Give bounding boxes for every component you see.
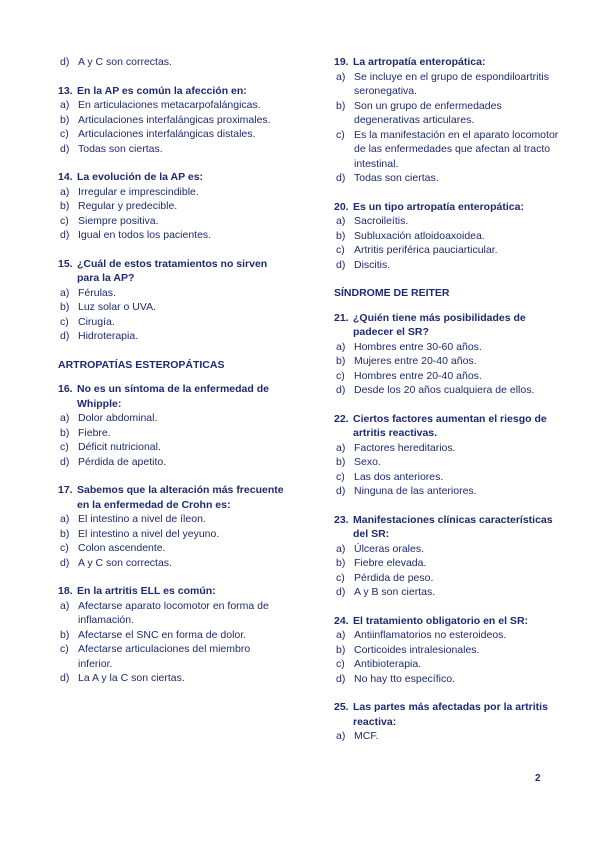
option-text: Todas son ciertas. — [78, 142, 163, 155]
option-letter: b) — [60, 527, 70, 540]
answer-option — [334, 643, 562, 658]
question-text: No es un síntoma de la enfermedad de Whipple: — [77, 383, 269, 410]
question-text: En la artritis ELL es común: — [77, 585, 216, 597]
option-letter: c) — [60, 643, 69, 655]
option-text: Siempre positiva. — [78, 214, 159, 227]
option-text: Luz solar o UVA. — [78, 301, 157, 313]
question-heading — [58, 382, 286, 411]
answer-option — [58, 199, 286, 214]
answer-option — [334, 441, 562, 456]
question-block — [334, 55, 562, 186]
option-letter: b) — [60, 426, 70, 439]
option-letter: a) — [60, 286, 70, 299]
answer-option — [334, 484, 562, 499]
option-letter: a) — [60, 412, 70, 424]
answer-option — [334, 556, 562, 571]
answer-option — [58, 455, 286, 470]
option-letter: d) — [60, 142, 70, 155]
answer-option — [334, 128, 562, 172]
question-block — [58, 483, 286, 570]
question-number: 18. — [58, 585, 73, 597]
answer-option — [334, 383, 562, 398]
option-text: Factores hereditarios. — [354, 441, 456, 454]
question-heading — [334, 513, 562, 542]
option-letter: c) — [336, 369, 345, 382]
answer-option — [58, 599, 286, 628]
question-block — [58, 84, 286, 157]
answer-option — [334, 657, 562, 672]
question-block — [334, 700, 562, 744]
option-text: Afectarse el SNC en forma de dolor. — [78, 628, 247, 641]
question-heading — [58, 170, 286, 185]
option-letter: b) — [60, 113, 70, 126]
option-letter: d) — [60, 229, 70, 241]
option-text: La A y la C son ciertas. — [78, 672, 185, 684]
question-heading — [334, 614, 562, 629]
answer-option — [58, 512, 286, 527]
question-text: En la AP es común la afección en: — [77, 84, 247, 97]
option-text: El intestino a nivel de íleon. — [78, 513, 206, 525]
option-text: Antibioterapia. — [354, 658, 422, 670]
option-letter: c) — [60, 542, 69, 554]
option-letter: c) — [60, 441, 69, 453]
option-text: Cirugía. — [78, 315, 115, 328]
option-text: Ninguna de las anteriores. — [354, 485, 477, 497]
answer-option — [58, 185, 286, 200]
option-letter: b) — [336, 456, 346, 468]
option-letter: b) — [60, 200, 70, 212]
option-text: Desde los 20 años cualquiera de ellos. — [354, 384, 535, 396]
question-text: El tratamiento obligatorio en el SR: — [353, 614, 529, 627]
option-letter: a) — [60, 99, 70, 111]
answer-option — [334, 369, 562, 384]
option-text: Regular y predecible. — [78, 200, 178, 212]
option-text: A y C son correctas. — [78, 56, 172, 68]
option-text: Articulaciones interfalángicas proximales. — [78, 113, 271, 126]
answer-option — [58, 315, 286, 330]
answer-option — [58, 671, 286, 686]
option-letter: a) — [60, 599, 70, 612]
answer-option — [58, 440, 286, 455]
answer-option — [334, 171, 562, 186]
option-text: Discitis. — [354, 258, 391, 271]
option-letter: d) — [336, 384, 346, 396]
option-letter: c) — [336, 571, 345, 584]
option-text: Úlceras orales. — [354, 542, 425, 555]
question-block — [334, 311, 562, 398]
question-text: La evolución de la AP es: — [77, 171, 204, 183]
question-text: ¿Quién tiene más posibilidades de padecer el SR? — [353, 311, 526, 338]
question-block — [58, 257, 286, 344]
option-letter: a) — [336, 629, 346, 641]
option-text: Pérdida de peso. — [354, 571, 434, 584]
option-letter: d) — [336, 672, 346, 685]
option-letter: d) — [336, 172, 346, 184]
option-text: Son un grupo de enfermedades degenerativas articulares. — [354, 99, 502, 126]
option-text: Hidroterapia. — [78, 330, 139, 342]
question-number: 22. — [334, 412, 349, 425]
option-letter: d) — [60, 556, 70, 569]
option-text: Afectarse articulaciones del miembro inferior. — [78, 643, 251, 670]
option-text: Igual en todos los pacientes. — [78, 229, 212, 241]
question-number: 25. — [334, 701, 349, 713]
option-text: Se incluye en el grupo de espondiloartritis seronegativa. — [354, 70, 549, 97]
option-letter: a) — [336, 70, 346, 83]
answer-option — [334, 455, 562, 470]
question-block — [58, 170, 286, 243]
question-block — [58, 382, 286, 469]
option-letter: a) — [60, 185, 70, 198]
answer-option — [58, 527, 286, 542]
answer-option — [334, 258, 562, 273]
option-text: Fiebre elevada. — [354, 557, 427, 569]
question-number: 23. — [334, 513, 349, 526]
answer-option — [334, 470, 562, 485]
option-text: A y B son ciertas. — [354, 586, 436, 598]
option-text: No hay tto específico. — [354, 672, 455, 685]
question-heading — [334, 412, 562, 441]
option-text: Dolor abdominal. — [78, 412, 158, 424]
option-letter: d) — [60, 56, 70, 68]
option-letter: c) — [60, 315, 69, 328]
question-number: 16. — [58, 383, 73, 395]
answer-option — [58, 628, 286, 643]
right-column — [334, 55, 562, 758]
answer-option — [58, 541, 286, 556]
answer-option — [58, 214, 286, 229]
question-number: 19. — [334, 56, 349, 68]
option-text: Sexo. — [354, 456, 381, 468]
option-letter: a) — [336, 542, 346, 555]
option-letter: c) — [60, 214, 69, 227]
option-text: Afectarse aparato locomotor en forma de inflamación. — [78, 599, 269, 626]
option-letter: a) — [60, 513, 70, 525]
option-text: Colon ascendente. — [78, 542, 166, 554]
option-text: MCF. — [354, 730, 379, 742]
option-text: Férulas. — [78, 286, 116, 299]
answer-option — [334, 214, 562, 229]
question-block — [58, 584, 286, 686]
question-text: Es un tipo artropatía enteropática: — [353, 200, 524, 213]
option-letter: d) — [336, 485, 346, 497]
question-text: Las partes más afectadas por la artritis reactiva: — [353, 701, 548, 728]
option-text: Articulaciones interfalángicas distales. — [78, 128, 256, 140]
option-letter: b) — [336, 229, 346, 242]
option-letter: d) — [60, 672, 70, 684]
answer-option — [58, 55, 286, 70]
answer-option — [58, 113, 286, 128]
question-number: 20. — [334, 200, 349, 213]
answer-option — [334, 628, 562, 643]
section-heading: SÍNDROME DE REITER — [334, 287, 450, 299]
option-text: Irregular e imprescindible. — [78, 185, 199, 198]
answer-option — [58, 286, 286, 301]
question-text: Manifestaciones clínicas características del SR: — [353, 513, 553, 540]
section-heading: ARTROPATÍAS ESTEROPÁTICAS — [58, 358, 225, 371]
question-heading — [58, 257, 286, 286]
option-text: Antiinflamatorios no esteroideos. — [354, 629, 507, 641]
answer-option — [334, 354, 562, 369]
answer-option — [58, 556, 286, 571]
answer-option — [58, 642, 286, 671]
question-number: 14. — [58, 171, 73, 183]
answer-option — [334, 99, 562, 128]
answer-option — [334, 229, 562, 244]
question-block — [334, 412, 562, 499]
option-letter: b) — [60, 301, 70, 313]
answer-option — [58, 329, 286, 344]
question-block — [334, 200, 562, 273]
answer-option — [58, 142, 286, 157]
answer-option — [334, 585, 562, 600]
question-number: 13. — [58, 84, 73, 97]
answer-option — [334, 243, 562, 258]
answer-option — [334, 571, 562, 586]
answer-option — [58, 426, 286, 441]
question-number: 15. — [58, 257, 73, 270]
option-letter: a) — [336, 441, 346, 454]
answer-option — [334, 340, 562, 355]
option-text: Es la manifestación en el aparato locomotor de las enfermedades que afectan al tracto intestinal. — [354, 128, 559, 170]
question-number: 21. — [334, 311, 349, 324]
option-letter: b) — [336, 557, 346, 569]
question-heading — [334, 311, 562, 340]
answer-option — [334, 70, 562, 99]
option-letter: c) — [336, 658, 345, 670]
option-letter: c) — [336, 244, 345, 256]
answer-option — [58, 411, 286, 426]
question-text: Sabemos que la alteración más frecuente en la enfermedad de Crohn es: — [77, 484, 284, 511]
answer-option — [58, 127, 286, 142]
answer-option — [58, 228, 286, 243]
option-text: A y C son correctas. — [78, 556, 172, 569]
option-text: Subluxación atloidoaxoidea. — [354, 229, 485, 242]
question-text: Ciertos factores aumentan el riesgo de artritis reactivas. — [353, 412, 547, 439]
option-letter: c) — [60, 128, 69, 140]
option-letter: c) — [336, 470, 345, 483]
question-heading — [58, 584, 286, 599]
option-letter: b) — [336, 99, 346, 112]
option-text: Corticoides intralesionales. — [354, 643, 480, 656]
question-heading — [58, 483, 286, 512]
option-text: El intestino a nivel del yeyuno. — [78, 527, 220, 540]
option-letter: d) — [336, 258, 346, 271]
answer-option — [58, 300, 286, 315]
option-letter: d) — [60, 455, 70, 468]
option-text: Déficit nutricional. — [78, 441, 161, 453]
question-text: La artropatía enteropática: — [353, 56, 486, 68]
option-text: Sacroileítis. — [354, 215, 409, 227]
question-heading — [58, 84, 286, 99]
option-text: Las dos anteriores. — [354, 470, 444, 483]
question-block — [334, 513, 562, 600]
question-block — [334, 614, 562, 687]
question-block — [58, 55, 286, 70]
option-text: Mujeres entre 20-40 años. — [354, 355, 477, 367]
option-letter: b) — [60, 628, 70, 641]
option-text: Hombres entre 30-60 años. — [354, 340, 482, 353]
question-heading — [334, 700, 562, 729]
page-number: 2 — [535, 773, 541, 784]
option-letter: b) — [336, 355, 346, 367]
option-letter: d) — [336, 586, 346, 598]
option-text: Hombres entre 20-40 años. — [354, 369, 482, 382]
option-text: En articulaciones metacarpofalángicas. — [78, 99, 261, 111]
answer-option — [334, 672, 562, 687]
question-heading — [334, 55, 562, 70]
answer-option — [334, 729, 562, 744]
option-text: Todas son ciertas. — [354, 172, 439, 184]
left-column — [58, 55, 286, 700]
answer-option — [58, 98, 286, 113]
option-letter: b) — [336, 643, 346, 656]
question-number: 24. — [334, 614, 349, 627]
option-letter: d) — [60, 330, 70, 342]
option-letter: a) — [336, 215, 346, 227]
option-text: Fiebre. — [78, 426, 111, 439]
answer-option — [334, 542, 562, 557]
question-number: 17. — [58, 484, 73, 496]
option-text: Pérdida de apetito. — [78, 455, 167, 468]
option-letter: a) — [336, 340, 346, 353]
option-letter: c) — [336, 128, 345, 141]
option-text: Artritis periférica pauciarticular. — [354, 244, 498, 256]
option-letter: a) — [336, 730, 346, 742]
question-heading — [334, 200, 562, 215]
question-text: ¿Cuál de estos tratamientos no sirven para la AP? — [77, 257, 268, 284]
